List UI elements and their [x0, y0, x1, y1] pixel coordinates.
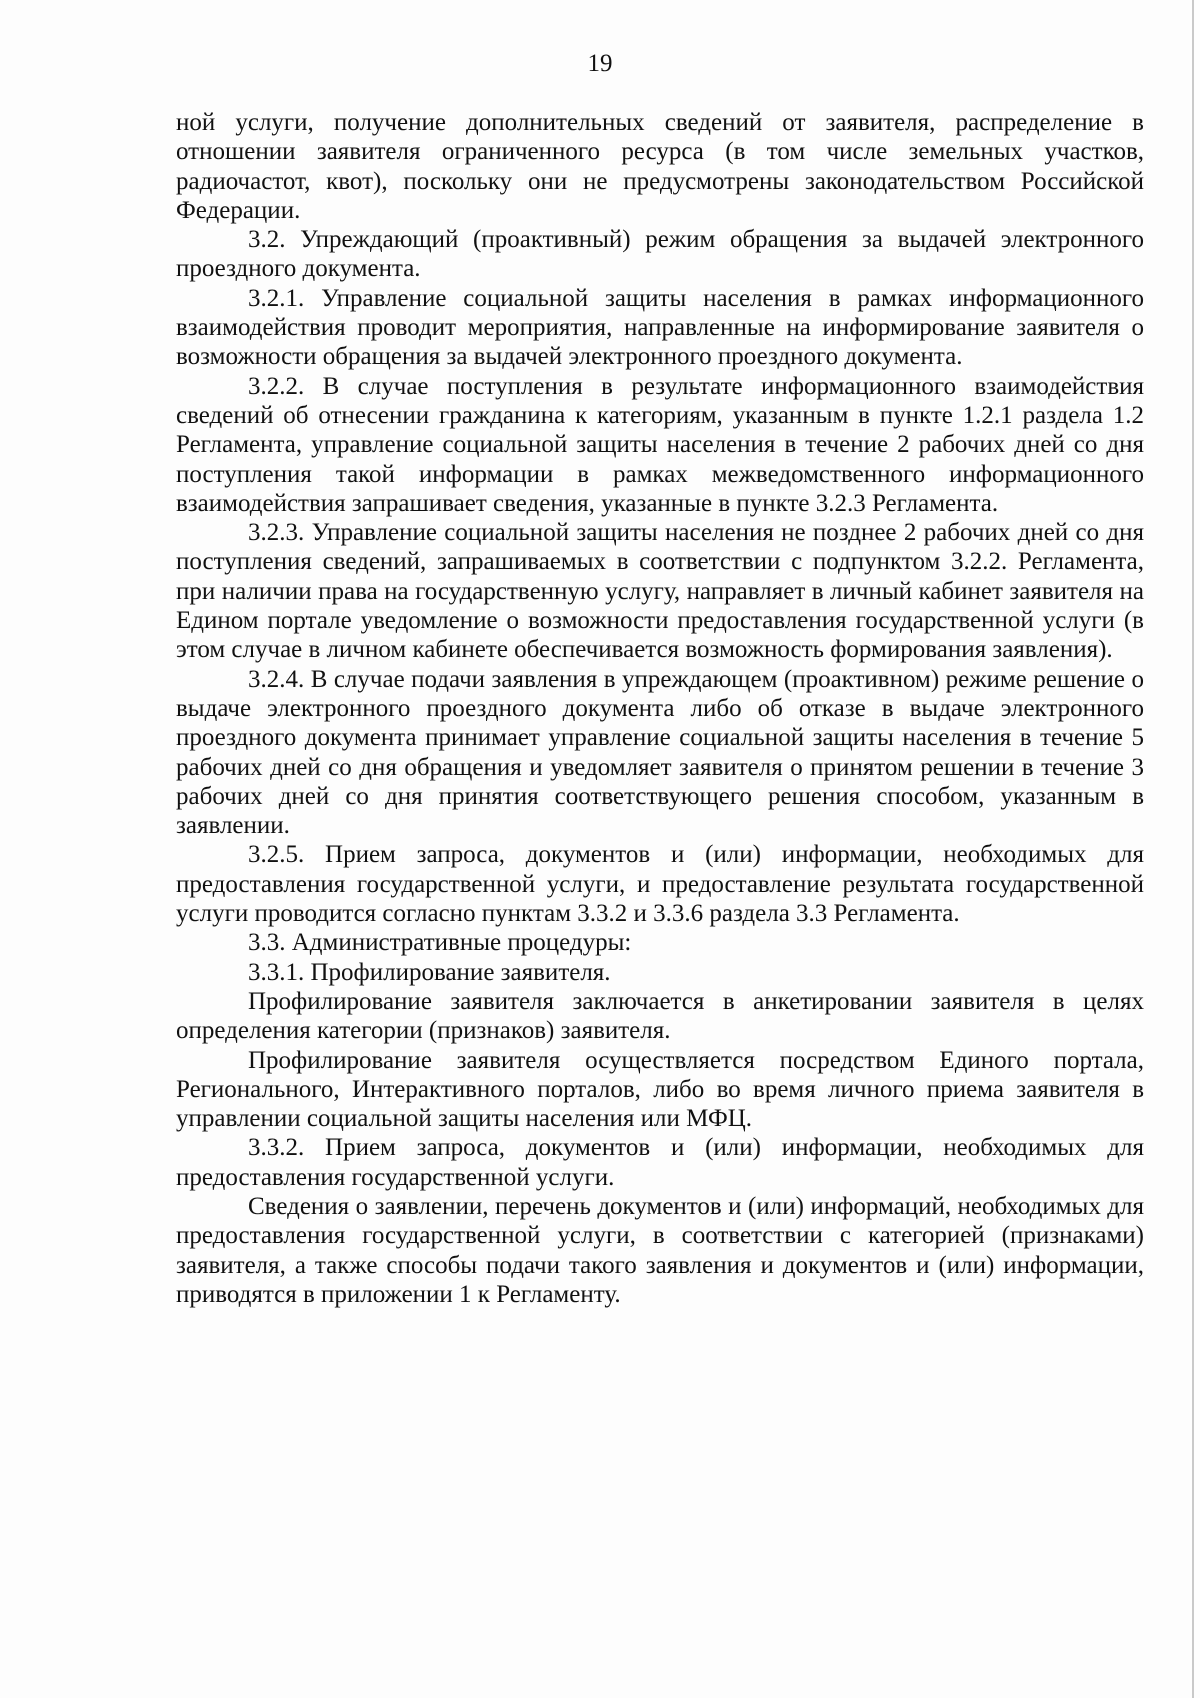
paragraph-3-2-3: 3.2.3. Управление социальной защиты населения не позднее 2 рабочих дней со дня поступления сведений, запрашиваемых в соответствии с подпунктом 3.2.2. Регламента, при наличии права на государственную услугу, направляет в личный кабинет заявителя на Едином портале уведомление о возможности предоставления государственной услуги (в этом случае в личном кабинете обеспечивается возможность формирования заявления). — [176, 519, 1144, 664]
paragraph-3-2-5: 3.2.5. Прием запроса, документов и (или) информации, необходимых для предоставления государственной услуги, и предоставление результата государственной услуги проводится согласно пунктам 3.3.2 и 3.3.6 раздела 3.3 Регламента. — [176, 841, 1144, 928]
paragraph-3-3-1: 3.3.1. Профилирование заявителя. — [248, 958, 611, 986]
scan-edge-line — [1192, 0, 1194, 1698]
paragraph-3-2-2: 3.2.2. В случае поступления в результате информационного взаимодействия сведений об отнесении гражданина к категориям, указанным в пункте 1.2.1 раздела 1.2 Регламента, управление социальной защиты населения в течение 2 рабочих дней со дня поступления такой информации в рамках межведомственного информационного взаимодействия запрашивает сведения, указанные в пункте 3.2.3 Регламента. — [176, 372, 1144, 517]
document-body — [176, 108, 1144, 1309]
page-number: 19 — [587, 50, 613, 77]
paragraph-application-info: Сведения о заявлении, перечень документов и (или) информаций, необходимых для предоставления государственной услуги, в соответствии с категорией (признаками) заявителя, а также способы подачи такого заявления и документов и (или) информации, приводятся в приложении 1 к Регламенту. — [176, 1192, 1144, 1308]
paragraph-3-2-1: 3.2.1. Управление социальной защиты населения в рамках информационного взаимодействия проводит мероприятия, направленные на информирование заявителя о возможности обращения за выдачей электронного проездного документа. — [176, 284, 1144, 371]
paragraph-profiling-purpose: Профилирование заявителя заключается в анкетировании заявителя в целях определения категории (признаков) заявителя. — [176, 987, 1144, 1045]
paragraph-profiling-channels: Профилирование заявителя осуществляется посредством Единого портала, Регионального, Интерактивного порталов, либо во время личного приема заявителя в управлении социальной защиты населения или МФЦ. — [176, 1046, 1144, 1133]
paragraph-3-3: 3.3. Административные процедуры: — [248, 929, 632, 957]
paragraph-3-3-2: 3.3.2. Прием запроса, документов и (или) информации, необходимых для предоставления государственной услуги. — [176, 1134, 1144, 1191]
paragraph-3-2-4: 3.2.4. В случае подачи заявления в упреждающем (проактивном) режиме решение о выдаче электронного проездного документа либо об отказе в выдаче электронного проездного документа принимает управление социальной защиты населения в течение 5 рабочих дней со дня обращения и уведомляет заявителя о принятом решении в течение 3 рабочих дней со дня принятия соответствующего решения способом, указанным в заявлении. — [176, 665, 1144, 840]
paragraph-3-2: 3.2. Упреждающий (проактивный) режим обращения за выдачей электронного проездного документа. — [176, 226, 1144, 283]
paragraph-continuation: ной услуги, получение дополнительных сведений от заявителя, распределение в отношении заявителя ограниченного ресурса (в том числе земельных участков, радиочастот, квот), поскольку они не предусмотрены законодательством Российской Федерации. — [176, 109, 1144, 224]
